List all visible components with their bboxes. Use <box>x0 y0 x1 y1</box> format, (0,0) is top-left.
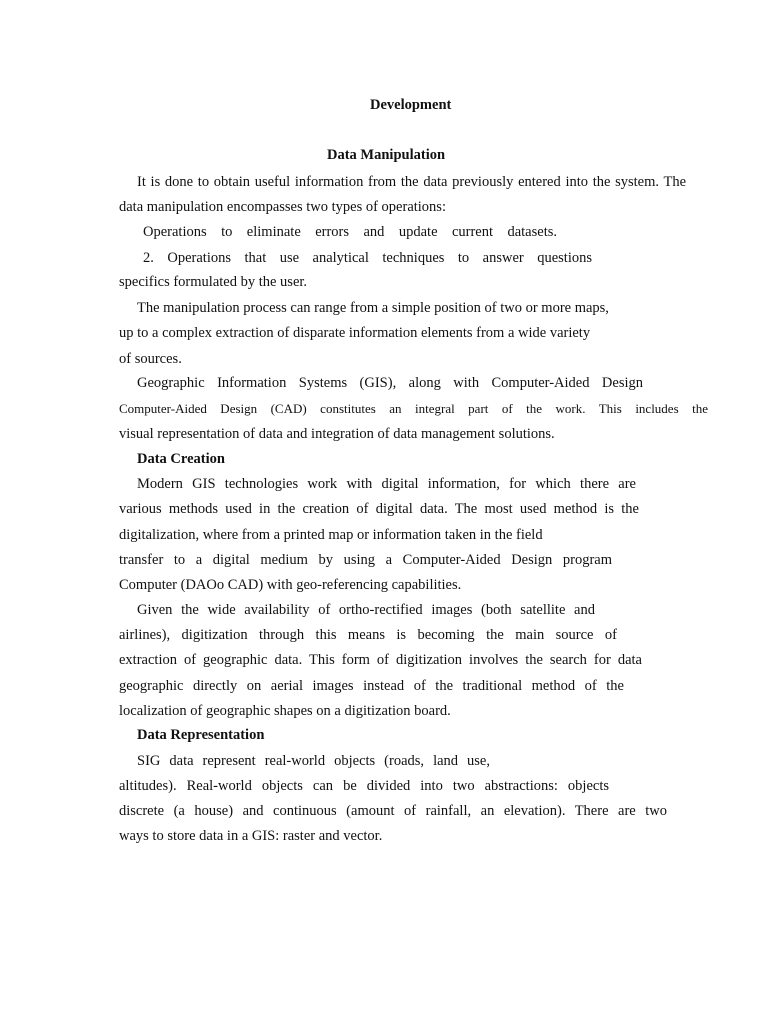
text-line: of sources. <box>119 351 182 367</box>
text-line: localization of geographic shapes on a digitization board. <box>119 703 451 719</box>
text-line: Given the wide availability of ortho-rectified images (both satellite and <box>137 602 595 618</box>
text-line: various methods used in the creation of digital data. The most used method is the <box>119 501 639 517</box>
text-line: Computer-Aided Design (CAD) constitutes an integral part of the work. This includes the <box>119 401 708 416</box>
text-line: ways to store data in a GIS: raster and vector. <box>119 828 383 844</box>
text-line: data manipulation encompasses two types of operations: <box>119 199 446 215</box>
text-line: discrete (a house) and continuous (amount of rainfall, an elevation). There are two <box>119 803 667 819</box>
text-line: airlines), digitization through this means is becoming the main source of <box>119 627 617 643</box>
text-line: It is done to obtain useful information from the data previously entered into the system. The <box>137 174 686 190</box>
text-line: Computer (DAOo CAD) with geo-referencing capabilities. <box>119 577 462 593</box>
text-line: altitudes). Real-world objects can be divided into two abstractions: objects <box>119 778 609 794</box>
text-line: Geographic Information Systems (GIS), along with Computer-Aided Design <box>137 375 643 391</box>
text-line: SIG data represent real-world objects (roads, land use, <box>137 753 490 769</box>
text-line: digitalization, where from a printed map or information taken in the field <box>119 527 543 543</box>
text-line: The manipulation process can range from a simple position of two or more maps, <box>137 300 609 316</box>
text-line: Modern GIS technologies work with digital information, for which there are <box>137 476 636 492</box>
text-line: geographic directly on aerial images instead of the traditional method of the <box>119 678 624 694</box>
section-title: Data Manipulation <box>327 147 446 163</box>
text-line: up to a complex extraction of disparate information elements from a wide variety <box>119 325 591 341</box>
text-line: extraction of geographic data. This form of digitization involves the search for data <box>119 652 642 668</box>
text-line: specifics formulated by the user. <box>119 274 308 290</box>
list-item: 2. Operations that use analytical techniques to answer questions <box>143 250 592 266</box>
data-creation-heading: Data Creation <box>137 451 225 467</box>
text-line: transfer to a digital medium by using a Computer-Aided Design program <box>119 552 612 568</box>
document-title: Development <box>370 97 452 113</box>
list-item: Operations to eliminate errors and update current datasets. <box>143 224 557 240</box>
data-representation-heading: Data Representation <box>137 727 265 743</box>
text-line: visual representation of data and integration of data management solutions. <box>119 426 555 442</box>
